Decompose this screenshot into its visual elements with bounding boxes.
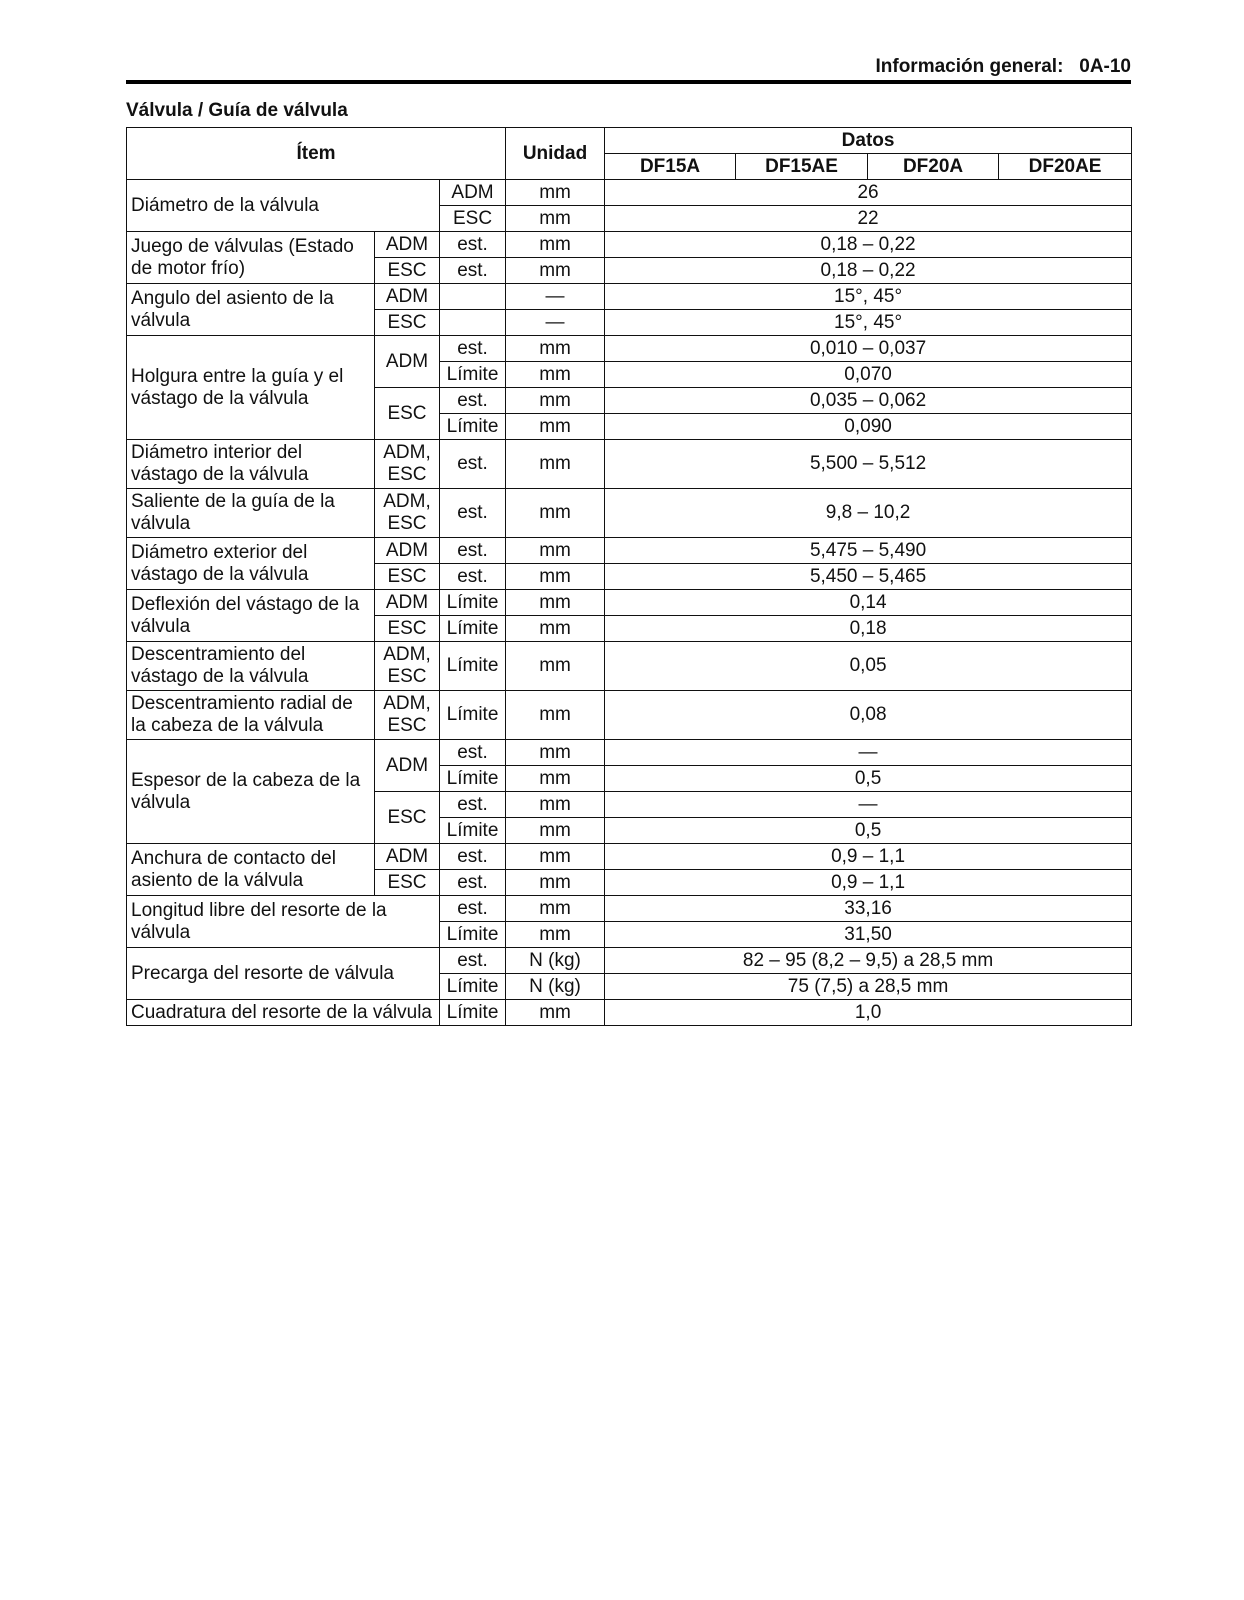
value: 5,450 – 5,465 — [605, 564, 1132, 590]
value: 33,16 — [605, 896, 1132, 922]
condition: est. — [440, 740, 506, 766]
valve-spec-table — [126, 127, 1132, 1026]
page-number: 0A-10 — [1079, 56, 1131, 77]
item-label: Diámetro interior del vástago de la válvula — [127, 440, 375, 489]
item-label: Cuadratura del resorte de la válvula — [127, 1000, 440, 1026]
unit: mm — [506, 258, 605, 284]
unit: mm — [506, 642, 605, 691]
table-row — [127, 948, 1132, 974]
unit: — — [506, 284, 605, 310]
header-model: DF15AE — [736, 154, 868, 180]
value: 15°, 45° — [605, 310, 1132, 336]
engine-type: ESC — [375, 792, 440, 844]
header-data: Datos — [605, 128, 1132, 154]
engine-type: ADM — [375, 284, 440, 310]
condition: Límite — [440, 362, 506, 388]
unit: mm — [506, 766, 605, 792]
unit: mm — [506, 922, 605, 948]
value: 31,50 — [605, 922, 1132, 948]
header-item: Ítem — [127, 128, 506, 180]
item-label: Descentramiento del vástago de la válvula — [127, 642, 375, 691]
table-row — [127, 642, 1132, 691]
item-label: Diámetro de la válvula — [127, 180, 440, 232]
table-row — [127, 180, 1132, 206]
engine-type: ADM — [375, 844, 440, 870]
engine-type: ESC — [375, 310, 440, 336]
value: 0,9 – 1,1 — [605, 844, 1132, 870]
condition: Límite — [440, 922, 506, 948]
unit: mm — [506, 818, 605, 844]
table-row — [127, 538, 1132, 564]
value: 5,500 – 5,512 — [605, 440, 1132, 489]
condition: Límite — [440, 818, 506, 844]
value: 1,0 — [605, 1000, 1132, 1026]
engine-type: ESC — [375, 616, 440, 642]
value: 0,5 — [605, 818, 1132, 844]
engine-type: ADM, ESC — [375, 691, 440, 740]
value: 0,090 — [605, 414, 1132, 440]
unit: mm — [506, 792, 605, 818]
condition — [440, 310, 506, 336]
condition: Límite — [440, 590, 506, 616]
page-header-text — [875, 56, 1131, 78]
table-row — [127, 691, 1132, 740]
value: 5,475 – 5,490 — [605, 538, 1132, 564]
value: 22 — [605, 206, 1132, 232]
table-row — [127, 336, 1132, 362]
condition: Límite — [440, 1000, 506, 1026]
item-label: Saliente de la guía de la válvula — [127, 489, 375, 538]
condition: Límite — [440, 616, 506, 642]
item-label: Holgura entre la guía y el vástago de la válvula — [127, 336, 375, 440]
item-label: Deflexión del vástago de la válvula — [127, 590, 375, 642]
item-label: Juego de válvulas (Estado de motor frío) — [127, 232, 375, 284]
value: — — [605, 740, 1132, 766]
condition: ESC — [440, 206, 506, 232]
condition: est. — [440, 440, 506, 489]
condition: est. — [440, 538, 506, 564]
value: 0,08 — [605, 691, 1132, 740]
condition: Límite — [440, 414, 506, 440]
condition: Límite — [440, 974, 506, 1000]
engine-type: ESC — [375, 388, 440, 440]
unit: mm — [506, 691, 605, 740]
value: 0,5 — [605, 766, 1132, 792]
unit: mm — [506, 590, 605, 616]
unit: — — [506, 310, 605, 336]
unit: mm — [506, 538, 605, 564]
unit: mm — [506, 206, 605, 232]
table-row — [127, 844, 1132, 870]
header-model: DF20A — [868, 154, 999, 180]
unit: mm — [506, 489, 605, 538]
unit: mm — [506, 896, 605, 922]
table-row — [127, 440, 1132, 489]
unit: mm — [506, 414, 605, 440]
engine-type: ADM, ESC — [375, 642, 440, 691]
unit: mm — [506, 336, 605, 362]
value: 75 (7,5) a 28,5 mm — [605, 974, 1132, 1000]
value: 0,18 – 0,22 — [605, 258, 1132, 284]
unit: mm — [506, 232, 605, 258]
condition: ADM — [440, 180, 506, 206]
value: 0,9 – 1,1 — [605, 870, 1132, 896]
unit: mm — [506, 564, 605, 590]
condition — [440, 284, 506, 310]
header-unit: Unidad — [506, 128, 605, 180]
value: 15°, 45° — [605, 284, 1132, 310]
engine-type: ADM — [375, 232, 440, 258]
unit: mm — [506, 844, 605, 870]
unit: N (kg) — [506, 948, 605, 974]
engine-type: ADM, ESC — [375, 489, 440, 538]
unit: mm — [506, 740, 605, 766]
condition: Límite — [440, 766, 506, 792]
header-model: DF20AE — [999, 154, 1132, 180]
table-row — [127, 896, 1132, 922]
condition: Límite — [440, 691, 506, 740]
condition: est. — [440, 870, 506, 896]
value: 0,010 – 0,037 — [605, 336, 1132, 362]
unit: mm — [506, 440, 605, 489]
engine-type: ESC — [375, 258, 440, 284]
section-title: Válvula / Guía de válvula — [126, 100, 348, 121]
value: 0,035 – 0,062 — [605, 388, 1132, 414]
table-row — [127, 489, 1132, 538]
item-label: Angulo del asiento de la válvula — [127, 284, 375, 336]
condition: Límite — [440, 642, 506, 691]
engine-type: ESC — [375, 870, 440, 896]
value: 0,18 – 0,22 — [605, 232, 1132, 258]
header-section-label: Información general: — [875, 56, 1064, 77]
item-label: Anchura de contacto del asiento de la válvula — [127, 844, 375, 896]
unit: mm — [506, 1000, 605, 1026]
item-label: Longitud libre del resorte de la válvula — [127, 896, 440, 948]
unit: mm — [506, 362, 605, 388]
condition: est. — [440, 388, 506, 414]
condition: est. — [440, 896, 506, 922]
engine-type: ADM, ESC — [375, 440, 440, 489]
condition: est. — [440, 258, 506, 284]
header-rule — [126, 80, 1131, 84]
condition: est. — [440, 844, 506, 870]
item-label: Espesor de la cabeza de la válvula — [127, 740, 375, 844]
engine-type: ADM — [375, 336, 440, 388]
unit: mm — [506, 616, 605, 642]
table-row — [127, 1000, 1132, 1026]
value: — — [605, 792, 1132, 818]
table-row — [127, 284, 1132, 310]
item-label: Descentramiento radial de la cabeza de la válvula — [127, 691, 375, 740]
unit: mm — [506, 180, 605, 206]
value: 0,05 — [605, 642, 1132, 691]
condition: est. — [440, 232, 506, 258]
unit: mm — [506, 388, 605, 414]
engine-type: ESC — [375, 564, 440, 590]
table-row — [127, 232, 1132, 258]
engine-type: ADM — [375, 740, 440, 792]
table-row — [127, 740, 1132, 766]
engine-type: ADM — [375, 538, 440, 564]
unit: N (kg) — [506, 974, 605, 1000]
value: 0,18 — [605, 616, 1132, 642]
header-model: DF15A — [605, 154, 736, 180]
unit: mm — [506, 870, 605, 896]
condition: est. — [440, 489, 506, 538]
condition: est. — [440, 948, 506, 974]
condition: est. — [440, 792, 506, 818]
value: 9,8 – 10,2 — [605, 489, 1132, 538]
engine-type: ADM — [375, 590, 440, 616]
value: 26 — [605, 180, 1132, 206]
value: 0,070 — [605, 362, 1132, 388]
condition: est. — [440, 336, 506, 362]
table-row — [127, 590, 1132, 616]
item-label: Diámetro exterior del vástago de la válvula — [127, 538, 375, 590]
item-label: Precarga del resorte de válvula — [127, 948, 440, 1000]
value: 0,14 — [605, 590, 1132, 616]
condition: est. — [440, 564, 506, 590]
value: 82 – 95 (8,2 – 9,5) a 28,5 mm — [605, 948, 1132, 974]
